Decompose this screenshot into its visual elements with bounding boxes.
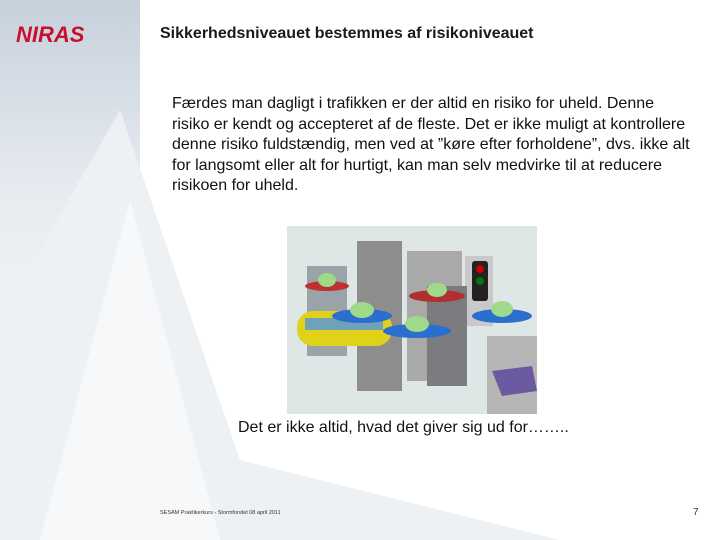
page-number: 7 (693, 507, 699, 518)
slide-title: Sikkerhedsniveauet bestemmes af risikoniveauet (160, 25, 534, 42)
logo-text: NIRAS (16, 22, 85, 46)
niras-logo (16, 22, 108, 46)
image-caption: Det er ikke altid, hvad det giver sig ud for…….. (238, 419, 569, 436)
city-traffic-image (287, 226, 537, 414)
footer-text: SESAM Praktikerkurs - Stormfondet 08 april 2011 (160, 510, 281, 516)
body-paragraph: Færdes man dagligt i trafikken er der altid en risiko for uheld. Denne risiko er kendt og accepteret af de fleste. Det er ikke muligt at kontrollere denne risiko fuldstændig, men ved at ”køre efter forholdene”, dvs. ikke alt for langsomt eller alt for hurtigt, kan man selv medvirke til at reducere risikoen for uheld. (172, 95, 690, 194)
